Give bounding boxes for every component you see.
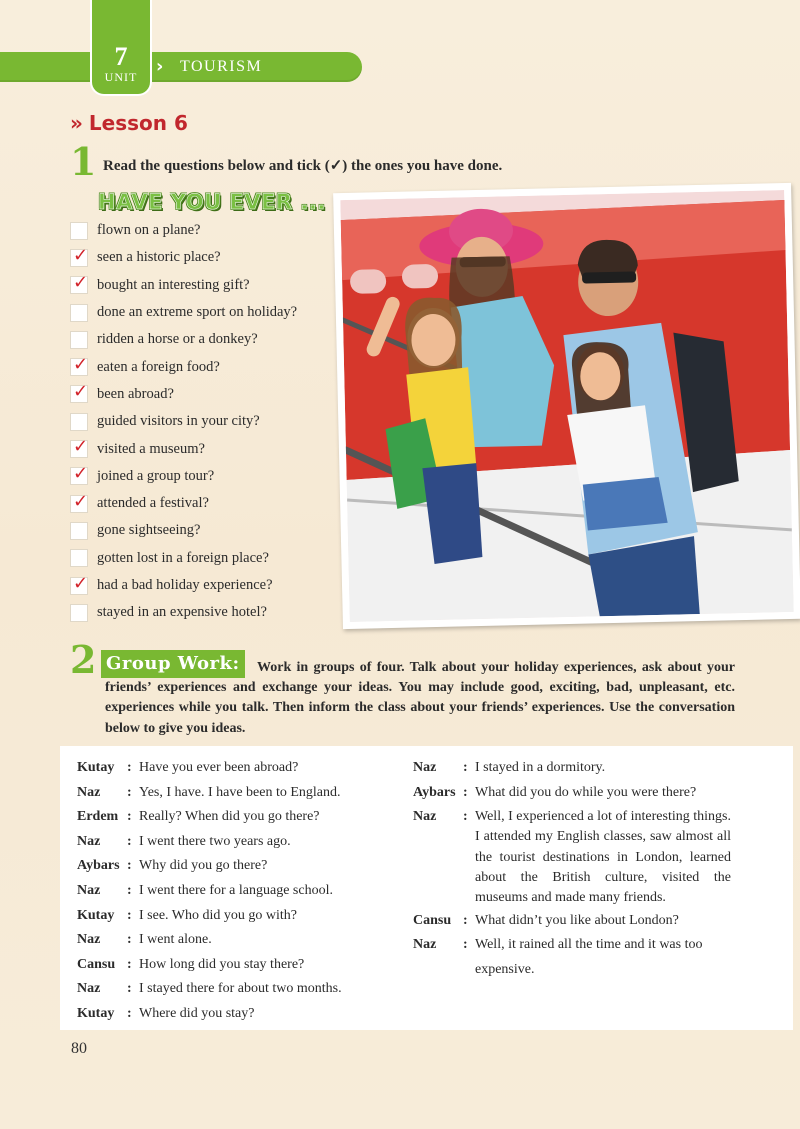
speaker-name: Cansu (77, 956, 116, 972)
checkbox[interactable] (70, 490, 89, 513)
speech-text: I see. Who did you go with? (139, 907, 297, 923)
speaker-name: Naz (413, 809, 437, 825)
checklist-item (70, 408, 330, 435)
speaker-separator: : (463, 784, 468, 800)
checklist-item-label: done an extreme sport on holiday? (97, 304, 298, 321)
checkbox[interactable] (70, 436, 89, 458)
dialogue-line (77, 904, 389, 929)
group-work-label: Group Work: (101, 650, 245, 678)
tick-icon: ✓ (73, 354, 89, 376)
checklist-item (70, 599, 330, 626)
speaker-separator: : (127, 907, 132, 923)
have-you-ever-heading: HAVE YOU EVER ... (98, 190, 326, 214)
speaker-name: Aybars (77, 858, 120, 874)
lesson-title (70, 110, 188, 136)
tick-icon: ✓ (73, 572, 89, 594)
checkbox[interactable] (70, 463, 89, 485)
speech-text: How long did you stay there? (139, 956, 305, 972)
dialogue-left-column (77, 756, 389, 1027)
speaker-name: Aybars (413, 784, 456, 800)
checkbox[interactable] (70, 244, 89, 267)
checklist-item-label: joined a group tour? (97, 467, 215, 484)
checkbox[interactable] (70, 413, 88, 431)
checklist-item (70, 299, 330, 326)
checkbox[interactable] (70, 381, 89, 403)
checklist-item-label: bought an interesting gift? (97, 276, 250, 293)
checkbox[interactable] (70, 522, 88, 540)
unit-title: TOURISM (180, 58, 263, 75)
dialogue-line (77, 805, 389, 830)
unit-number: 7 (114, 42, 128, 71)
speaker-separator: : (127, 981, 132, 997)
speech-text: Have you ever been abroad? (139, 760, 299, 775)
speaker-separator: : (127, 1005, 132, 1021)
speaker-separator: : (127, 760, 132, 775)
speaker-name: Kutay (77, 760, 115, 775)
dialogue-right-column (413, 756, 731, 982)
dialogue-line (77, 781, 389, 806)
speaker-name: Naz (77, 833, 101, 849)
speaker-name: Cansu (413, 912, 452, 928)
dialogue-box (60, 746, 793, 1030)
lesson-title-text: Lesson 6 (88, 111, 188, 135)
speech-text: I stayed in a dormitory. (475, 760, 606, 775)
speaker-name: Kutay (77, 1005, 115, 1021)
speaker-separator: : (463, 937, 468, 953)
checklist-item-label: seen a historic place? (97, 249, 221, 266)
dialogue-line (77, 756, 389, 781)
dialogue-line (77, 1002, 389, 1027)
speaker-name: Kutay (77, 907, 115, 923)
checkbox[interactable] (70, 549, 88, 567)
tick-icon: ✓ (73, 490, 89, 512)
speaker-separator: : (127, 833, 132, 849)
checklist-item-label: stayed in an expensive hotel? (97, 604, 267, 621)
tick-icon: ✓ (73, 463, 89, 485)
speaker-name: Naz (413, 760, 437, 775)
unit-tab (90, 0, 152, 96)
checklist-item-label: visited a museum? (97, 440, 205, 457)
speaker-separator: : (127, 882, 132, 898)
checklist-item (70, 572, 330, 599)
checklist-item (70, 435, 330, 462)
checklist-item (70, 272, 330, 299)
speech-text: What did you do while you were there? (475, 784, 697, 800)
checkbox[interactable] (70, 604, 88, 622)
checklist-item (70, 490, 330, 517)
speech-text: Really? When did you go there? (139, 809, 320, 825)
speaker-name: Naz (77, 784, 101, 800)
checkbox[interactable] (70, 331, 88, 349)
speech-text: Well, I experienced a lot of interesting things. I attended my English classes, saw almost all the tourist destinations in London, learned about the British culture, visited the museums and made many friends. (475, 809, 731, 906)
speaker-name: Naz (77, 981, 101, 997)
speaker-separator: : (127, 784, 132, 800)
checkbox[interactable] (70, 354, 89, 376)
tick-icon: ✓ (73, 381, 89, 403)
speaker-separator: : (127, 858, 132, 874)
dialogue-line (77, 953, 389, 978)
tick-icon: ✓ (73, 272, 89, 294)
unit-word: UNIT (104, 70, 138, 84)
checkbox[interactable] (70, 572, 89, 595)
exercise-1-number: 1 (70, 139, 97, 184)
tick-icon: ✓ (73, 436, 89, 458)
checklist-item-label: ridden a horse or a donkey? (97, 331, 258, 348)
dialogue-line (77, 830, 389, 855)
speech-text: Well, it rained all the time and it was too expensive. (475, 937, 703, 977)
checklist-item (70, 244, 330, 271)
speech-text: I went alone. (139, 932, 212, 948)
speaker-separator: : (127, 932, 132, 948)
checklist-item-label: eaten a foreign food? (97, 358, 220, 375)
checkbox[interactable] (70, 304, 88, 322)
checkbox[interactable] (70, 272, 89, 294)
dialogue-line (77, 854, 389, 879)
checklist-item (70, 517, 330, 544)
checklist-item (70, 545, 330, 572)
checklist-item (70, 326, 330, 353)
dialogue-line (413, 805, 731, 908)
exercise-1-instruction: Read the questions below and tick (✓) the ones you have done. (103, 158, 503, 174)
checklist-item-label: gone sightseeing? (97, 522, 201, 539)
speaker-name: Naz (77, 882, 101, 898)
dialogue-line (413, 909, 731, 934)
dialogue-line (413, 933, 731, 982)
speaker-name: Naz (413, 937, 437, 953)
checklist-item (70, 353, 330, 380)
dialogue-line (77, 928, 389, 953)
speaker-separator: : (463, 760, 468, 775)
speech-text: Where did you stay? (139, 1005, 255, 1021)
speech-text: What didn’t you like about London? (475, 912, 679, 928)
checklist-item-label: been abroad? (97, 385, 174, 402)
speaker-separator: : (127, 956, 132, 972)
page-number: 80 (71, 1040, 87, 1057)
speaker-name: Naz (77, 932, 101, 948)
checklist (70, 217, 330, 626)
dialogue-line (413, 781, 731, 806)
checkbox[interactable] (70, 222, 88, 240)
family-photo-illustration (340, 190, 793, 622)
dialogue-line (413, 756, 731, 781)
checklist-item-label: had a bad holiday experience? (97, 577, 273, 593)
checklist-item-label: attended a festival? (97, 495, 209, 512)
speaker-separator: : (463, 912, 468, 928)
speech-text: I stayed there for about two months. (139, 981, 342, 997)
exercise-2-instruction: Work in groups of four. Talk about your holiday experiences, ask about your friends’ experiences and exchange your ideas. You may include good, exciting, bad, unpleasant, etc. experiences while you talk. Then inform the class about your friends’ experiences. Use the conversation below to give you ideas. (105, 660, 735, 736)
dialogue-line (77, 879, 389, 904)
speaker-separator: : (463, 809, 468, 825)
checklist-item-label: gotten lost in a foreign place? (97, 549, 269, 566)
speech-text: I went there two years ago. (139, 833, 291, 849)
speech-text: I went there for a language school. (139, 882, 333, 898)
tick-icon: ✓ (73, 244, 89, 266)
checklist-item (70, 463, 330, 490)
exercise-2-number: 2 (70, 637, 97, 682)
checklist-item (70, 381, 330, 408)
checklist-item (70, 217, 330, 244)
chevron-right-icon: › (156, 56, 164, 77)
dialogue-line (77, 977, 389, 1002)
checklist-item-label: flown on a plane? (97, 222, 201, 239)
speaker-name: Erdem (77, 809, 119, 825)
speech-text: Yes, I have. I have been to England. (139, 784, 341, 800)
speaker-separator: : (127, 809, 132, 825)
checklist-item-label: guided visitors in your city? (97, 413, 260, 430)
double-chevron-icon: » (70, 111, 83, 135)
family-photo (333, 183, 800, 629)
speech-text: Why did you go there? (139, 858, 268, 874)
